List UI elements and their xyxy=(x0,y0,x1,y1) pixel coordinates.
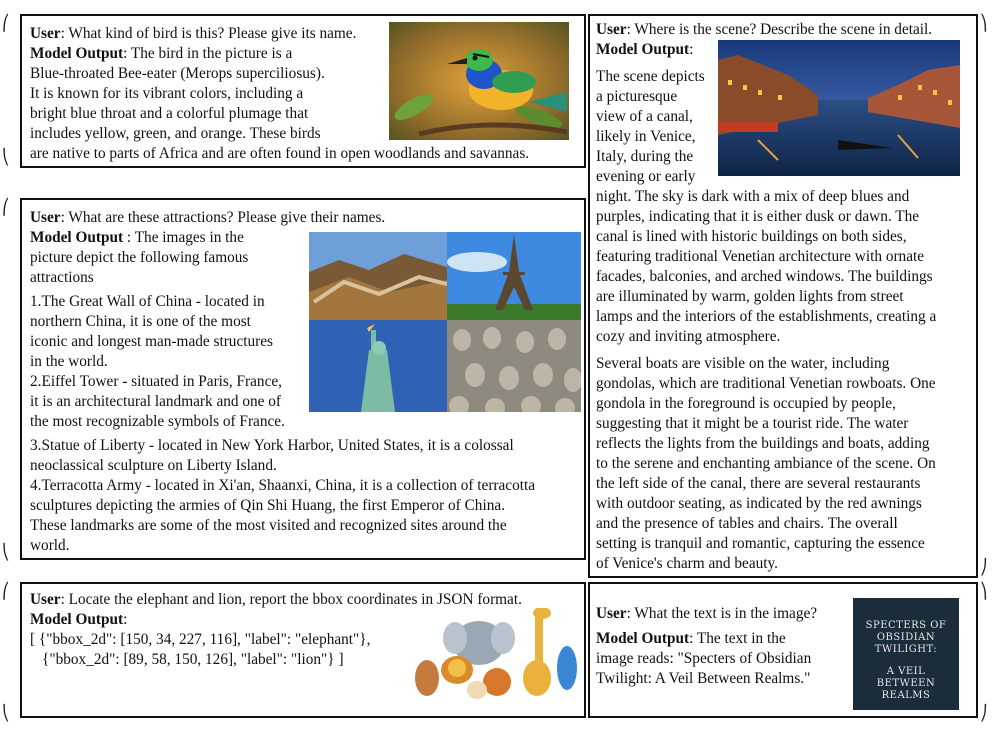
answer-line: purples, indicating that it is either dusk or dawn. The xyxy=(596,208,920,225)
answer-line: facades, balconies, and arched windows. The buildings xyxy=(596,268,933,285)
ocr-model-line xyxy=(596,629,786,649)
right-brace-bottom: ⎠ xyxy=(980,558,988,576)
book-title-line: SPECTERS OF xyxy=(865,620,947,631)
left-brace-bottom: ⎝ xyxy=(2,148,10,166)
left-brace-mid-bottom: ⎝ xyxy=(2,543,10,561)
answer-line: These landmarks are some of the most visited and recognized sites around the xyxy=(30,517,507,534)
answer-line: are illuminated by warm, golden lights from street xyxy=(596,288,904,305)
answer-line: with outdoor seating, as indicated by the red awnings xyxy=(596,495,922,512)
eiffel-tower-photo xyxy=(447,232,581,320)
animals-cartoon-image xyxy=(407,608,579,700)
user-label: User xyxy=(30,591,61,608)
user-label: User xyxy=(30,25,61,42)
json-line: [ {"bbox_2d": [150, 34, 227, 116], "label": "elephant"}, xyxy=(30,631,371,648)
user-label: User xyxy=(596,605,627,622)
answer-line: suggesting that it might be a tourist ride. The water xyxy=(596,415,909,432)
answer-line: reflects the lights from the buildings and boats, adding xyxy=(596,435,930,452)
venice-panel xyxy=(588,14,978,578)
answer-line: includes yellow, green, and orange. These birds xyxy=(30,125,321,142)
attractions-panel xyxy=(20,198,586,560)
grounding-panel xyxy=(20,582,586,718)
json-line: {"bbox_2d": [89, 58, 150, 126], "label": "lion"} ] xyxy=(42,651,344,668)
user-label: User xyxy=(596,21,627,38)
answer-line: The scene depicts xyxy=(596,68,705,85)
user-question: : Locate the elephant and lion, report the bbox coordinates in JSON format. xyxy=(60,591,522,608)
model-label: Model Output xyxy=(30,45,124,62)
bird-user-line xyxy=(30,24,356,44)
book-title-line: TWILIGHT: xyxy=(874,644,938,655)
answer-line: cozy and inviting atmosphere. xyxy=(596,328,781,345)
answer-line: likely in Venice, xyxy=(596,128,696,145)
answer-line: of Venice's charm and beauty. xyxy=(596,555,779,572)
answer-line: world. xyxy=(30,537,70,554)
left-brace-low-bottom: ⎝ xyxy=(2,704,10,722)
answer-line: evening or early xyxy=(596,168,696,185)
bird-panel xyxy=(20,14,586,168)
answer-line: 3.Statue of Liberty - located in New York Harbor, United States, it is a colossal xyxy=(30,437,514,454)
attractions-user-line xyxy=(30,208,385,228)
bird-photo xyxy=(389,22,569,140)
answer-line: Italy, during the xyxy=(596,148,694,165)
book-cover-image xyxy=(853,598,959,710)
answer-line: Several boats are visible on the water, including xyxy=(596,355,890,372)
venice-canal-photo xyxy=(718,40,960,176)
great-wall-photo xyxy=(309,232,447,320)
left-brace-top: ⎛ xyxy=(2,14,10,32)
answer-line: 2.Eiffel Tower - situated in Paris, France, xyxy=(30,373,282,390)
book-subtitle xyxy=(853,666,959,702)
answer-line: canal is lined with historic buildings on both sides, xyxy=(596,228,907,245)
answer-line: neoclassical sculpture on Liberty Island. xyxy=(30,457,277,474)
ocr-user-line xyxy=(596,604,817,624)
answer-line: 1.The Great Wall of China - located in xyxy=(30,293,265,310)
model-label: Model Output xyxy=(30,611,124,628)
answer-line: Blue-throated Bee-eater (Merops superciliosus). xyxy=(30,65,325,82)
answer-line: and the presence of tables and chairs. The overall xyxy=(596,515,898,532)
answer-line: gondola in the foreground is occupied by people, xyxy=(596,395,896,412)
answer-line: it is an architectural landmark and one of xyxy=(30,393,282,410)
user-question: : What are these attractions? Please give their names. xyxy=(60,209,386,226)
answer-line: lamps and the interiors of the establishments, creating a xyxy=(596,308,937,325)
bird-model-line xyxy=(30,44,292,64)
ocr-panel xyxy=(588,582,978,718)
answer-line: It is known for its vibrant colors, including a xyxy=(30,85,304,102)
attractions-model-line xyxy=(30,228,244,248)
answer-line: to the serene and enchanting ambiance of the scene. On xyxy=(596,455,936,472)
left-brace-low-top: ⎛ xyxy=(2,582,10,600)
answer-line: setting is tranquil and romantic, capturing the essence xyxy=(596,535,925,552)
model-suffix: : xyxy=(689,41,694,58)
terracotta-army-photo xyxy=(447,320,581,412)
model-label: Model Output xyxy=(596,630,690,647)
answer-line: in the world. xyxy=(30,353,108,370)
left-brace-mid-top: ⎛ xyxy=(2,198,10,216)
answer-line: gondolas, which are traditional Venetian rowboats. One xyxy=(596,375,936,392)
model-label: Model Output xyxy=(30,229,124,246)
answer-line: sculptures depicting the armies of Qin Shi Huang, the first Emperor of China. xyxy=(30,497,505,514)
answer-line: bright blue throat and a colorful plumage that xyxy=(30,105,309,122)
answer-line: view of a canal, xyxy=(596,108,693,125)
model-label: Model Output xyxy=(596,41,690,58)
right-brace-top: ⎞ xyxy=(980,14,988,32)
answer-line: northern China, it is one of the most xyxy=(30,313,251,330)
answer-line: 4.Terracotta Army - located in Xi'an, Shaanxi, China, it is a collection of terracotta xyxy=(30,477,536,494)
user-label: User xyxy=(30,209,61,226)
answer-line: featuring traditional Venetian architecture with ornate xyxy=(596,248,925,265)
answer-line: attractions xyxy=(30,269,94,286)
answer-line: iconic and longest man-made structures xyxy=(30,333,273,350)
user-question: : What the text is in the image? xyxy=(626,605,818,622)
statue-of-liberty-photo xyxy=(309,320,447,412)
venice-user-line xyxy=(596,20,932,40)
user-question: : What kind of bird is this? Please give its name. xyxy=(60,25,357,42)
answer-line: : The text in the xyxy=(689,630,786,647)
venice-model-line xyxy=(596,40,693,60)
grounding-model-line xyxy=(30,610,127,630)
book-subtitle-line: BETWEEN REALMS xyxy=(876,678,936,701)
answer-line: are native to parts of Africa and are often found in open woodlands and savannas. xyxy=(30,145,530,162)
answer-line: : The bird in the picture is a xyxy=(123,45,293,62)
answer-line: the most recognizable symbols of France. xyxy=(30,413,285,430)
answer-line: : The images in the xyxy=(123,229,244,246)
answer-line: the left side of the canal, there are several restaurants xyxy=(596,475,921,492)
answer-line: picture depict the following famous xyxy=(30,249,249,266)
answer-line: a picturesque xyxy=(596,88,678,105)
answer-line: night. The sky is dark with a mix of deep blues and xyxy=(596,188,910,205)
answer-line: Twilight: A Veil Between Realms." xyxy=(596,670,811,687)
book-title-line: OBSIDIAN xyxy=(876,632,936,643)
right-brace-low-top: ⎞ xyxy=(980,582,988,600)
book-title xyxy=(853,620,959,656)
user-question: : Where is the scene? Describe the scene in detail. xyxy=(626,21,933,38)
answer-line: image reads: "Specters of Obsidian xyxy=(596,650,812,667)
grounding-user-line xyxy=(30,590,522,610)
model-suffix: : xyxy=(123,611,128,628)
book-subtitle-line: A VEIL xyxy=(886,666,926,677)
right-brace-low-bottom: ⎠ xyxy=(980,704,988,722)
